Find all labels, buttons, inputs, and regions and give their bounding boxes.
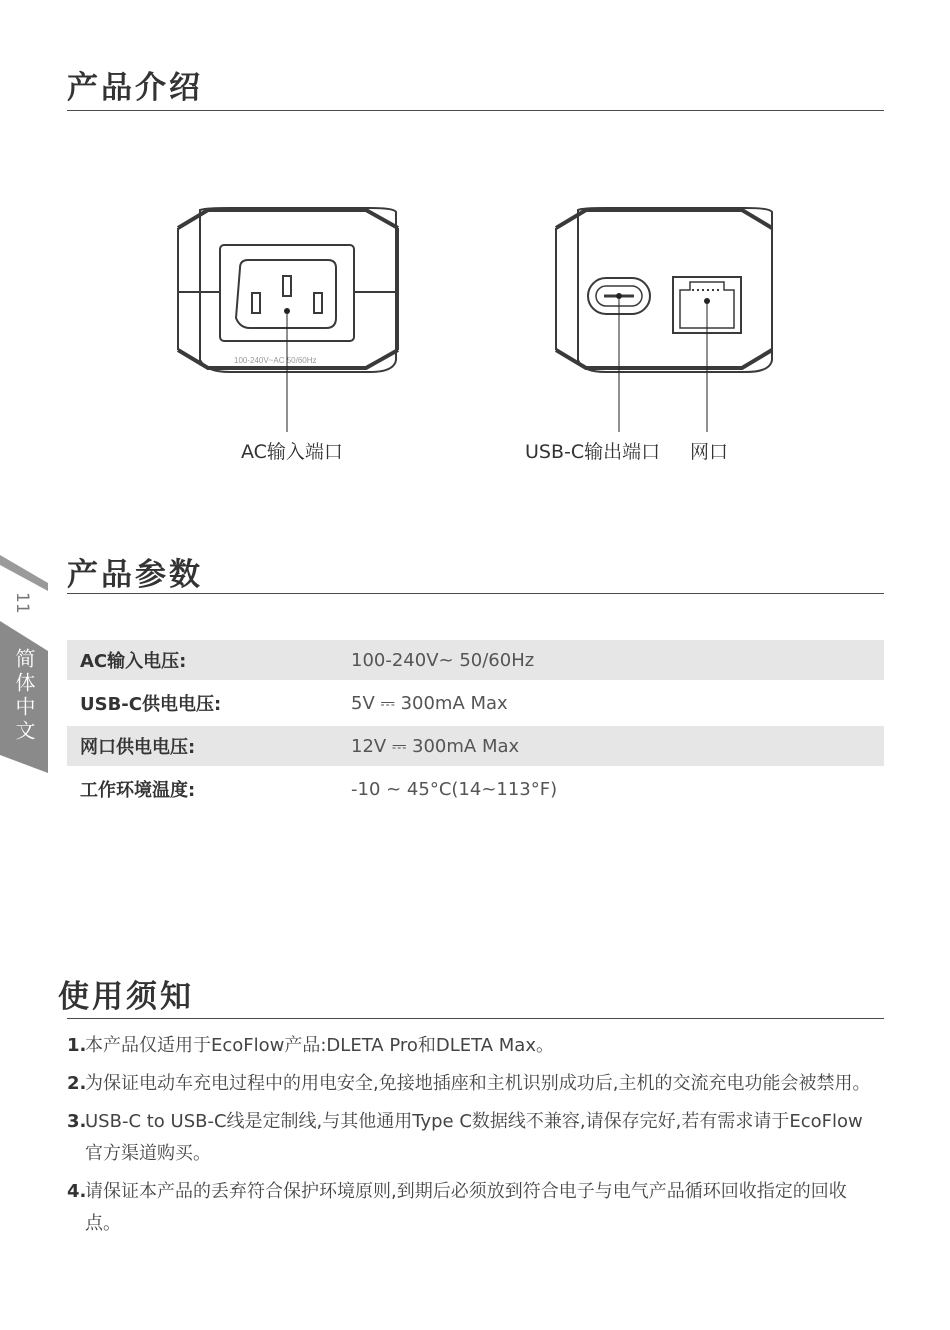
notice-item [67,1176,877,1240]
ac-device-illustration [178,208,398,372]
spec-label: USB-C供电电压: [80,694,222,715]
spec-title-rule [67,593,884,594]
intro-title-rule [67,110,884,111]
spec-section-title: 产品参数 [67,557,203,593]
ac-rating-text: 100-240V~AC 50/60Hz [234,356,317,365]
notice-item [67,1068,877,1100]
notice-number: 2. [67,1073,87,1094]
spec-row [67,640,884,680]
notice-number: 1. [67,1035,87,1056]
spec-row [67,726,884,766]
notice-number: 3. [67,1111,87,1132]
lan-port-callout-label: 网口 [690,441,729,463]
notice-item [67,1106,877,1170]
spec-value: 12V ⎓ 300mA Max [351,735,520,757]
notice-list [67,1030,877,1240]
usbc-lan-device-illustration [556,208,772,372]
usbc-callout-dot [616,293,622,299]
spec-value: 5V ⎓ 300mA Max [351,692,508,714]
spec-table [67,640,884,812]
spec-row [67,683,884,723]
notice-number: 4. [67,1181,87,1202]
notice-text: USB-C to USB-C线是定制线,与其他通用Type C数据线不兼容,请保存完好,若有需求请于EcoFlow官方渠道购买。 [85,1111,863,1164]
notice-text: 本产品仅适用于EcoFlow产品:DLETA Pro和DLETA Max。 [85,1035,554,1056]
spec-label: AC输入电压: [80,651,187,672]
intro-section-title: 产品介绍 [67,70,203,106]
language-label: 简体中文 [12,648,36,744]
spec-value: -10 ~ 45°C(14~113°F) [351,778,558,800]
notice-item [67,1030,877,1062]
notice-text: 为保证电动车充电过程中的用电安全,免接地插座和主机识别成功后,主机的交流充电功能会被禁用。 [85,1073,871,1094]
notice-text: 请保证本产品的丢弃符合保护环境原则,到期后必须放到符合电子与电气产品循环回收指定的回收点。 [85,1181,847,1234]
spec-value: 100-240V~ 50/60Hz [351,649,535,671]
spec-label: 网口供电电压: [80,737,196,758]
spec-label: 工作环境温度: [80,780,196,801]
notice-section-title: 使用须知 [58,979,194,1015]
page-number: 11 [12,592,32,614]
spec-row [67,769,884,809]
ac-port-callout-label: AC输入端口 [241,441,343,463]
notice-title-rule [67,1018,884,1019]
usbc-port-callout-label: USB-C输出端口 [525,441,661,463]
